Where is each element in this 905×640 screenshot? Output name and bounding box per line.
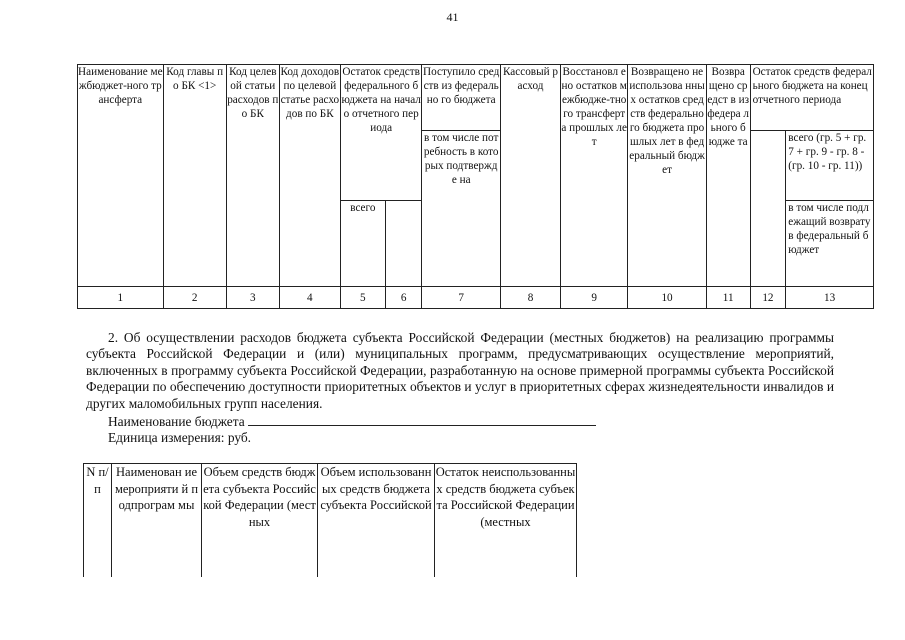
header-cash-expense: Кассовый расход xyxy=(500,65,560,287)
col-number: 3 xyxy=(226,287,279,309)
header-balance-sub-blank xyxy=(385,201,422,287)
col-number: 9 xyxy=(561,287,628,309)
header-end-incl: в том числе подлежащий возврату в федеральный бюджет xyxy=(786,201,874,287)
col-number: 5 xyxy=(340,287,385,309)
header-volume: Объем средств бюджета субъекта Российской Федерации (местных xyxy=(202,464,318,578)
col-number: 6 xyxy=(385,287,422,309)
header-restored: Восстановл ено остатков межбюдже-тного трансферта прошлых лет xyxy=(561,65,628,287)
header-end-total: всего (гр. 5 + гр. 7 + гр. 9 - гр. 8 - (гр. 10 - гр. 11)) xyxy=(786,131,874,201)
col-number: 2 xyxy=(163,287,226,309)
header-row-number: N п/п xyxy=(84,464,112,578)
col-number: 1 xyxy=(78,287,164,309)
budget-name-label: Наименование бюджета xyxy=(108,414,245,429)
col-number: 8 xyxy=(500,287,560,309)
col-number: 4 xyxy=(279,287,340,309)
unit-label: Единица измерения: руб. xyxy=(108,430,252,445)
header-unused-balance: Остаток неиспользованных средств бюджета субъекта Российской Федерации (местных xyxy=(435,464,577,578)
header-received-incl: в том числе потребность в которых подтвержде на xyxy=(422,131,500,287)
col-number: 10 xyxy=(628,287,706,309)
program-expenses-table xyxy=(83,463,577,577)
col-number: 7 xyxy=(422,287,500,309)
header-event-name: Наименован ие мероприяти й подпрограм мы xyxy=(112,464,202,578)
header-balance-total: всего xyxy=(340,201,385,287)
header-balance-start: Остаток средств федерального бюджета на начало отчетного периода xyxy=(340,65,422,201)
header-returned: Возвра щено средст в из федера льного бюдже та xyxy=(706,65,750,287)
header-code-head: Код главы по БК <1> xyxy=(163,65,226,287)
page-number: 41 xyxy=(446,10,459,24)
header-code-income: Код доходов по целевой статье расходов по БК xyxy=(279,65,340,287)
header-transfer-name: Наименование межбюджет-ного трансферта xyxy=(78,65,164,287)
section-2-paragraph: 2. Об осуществлении расходов бюджета субъекта Российской Федерации (местных бюджетов) на реализацию программы субъекта Российской Федерации и (или) муниципальных программ, предусматривающих осуществление мероприятий, включенных в программу субъекта Российской Федерации, разработанную на основе примерной программы субъекта Российской Федерации по обеспечению доступности приоритетных объектов и услуг в приоритетных сферах жизнедеятельности инвалидов и других маломобильных групп населения. xyxy=(86,330,834,411)
header-end-total-blank xyxy=(750,131,786,287)
header-received: Поступило средств из федерально го бюджета xyxy=(422,65,500,131)
header-returned-unused: Возвращено неиспользова нных остатков средств федерального бюджета прошлых лет в федеральный бюджет xyxy=(628,65,706,287)
col-number: 11 xyxy=(706,287,750,309)
col-number: 13 xyxy=(786,287,874,309)
budget-name-line xyxy=(108,413,596,430)
transfer-report-table xyxy=(77,64,874,309)
header-balance-end: Остаток средств федерального бюджета на конец отчетного периода xyxy=(750,65,873,131)
budget-name-blank xyxy=(248,413,596,426)
col-number: 12 xyxy=(750,287,786,309)
header-code-target: Код целевой статьи расходов по БК xyxy=(226,65,279,287)
header-used: Объем использованных средств бюджета субъекта Российской xyxy=(318,464,435,578)
